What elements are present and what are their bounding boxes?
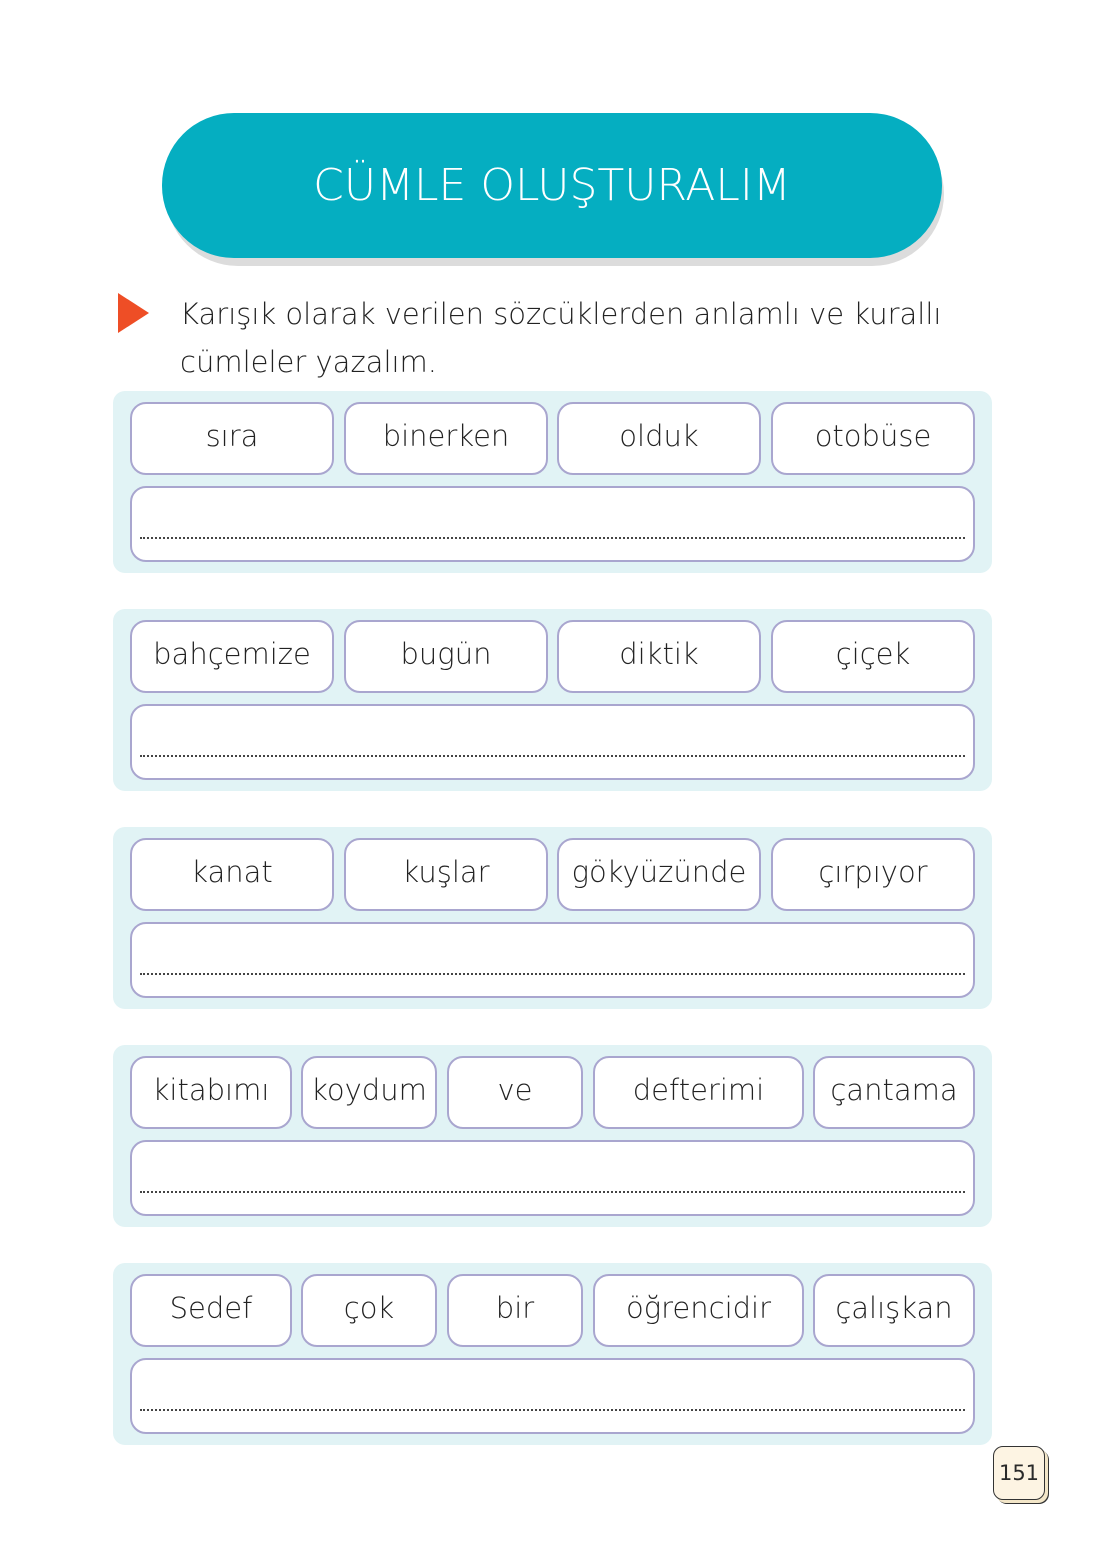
- word-card: kanat: [130, 838, 334, 911]
- word-card: kitabımı: [130, 1056, 292, 1129]
- word-card: gökyüzünde: [557, 838, 761, 911]
- play-arrow-icon: [118, 293, 149, 333]
- word-card: bugün: [344, 620, 548, 693]
- word-card: olduk: [557, 402, 761, 475]
- word-card: bahçemize: [130, 620, 334, 693]
- answer-field[interactable]: [130, 1358, 975, 1434]
- word-card: kuşlar: [344, 838, 548, 911]
- answer-field[interactable]: [130, 486, 975, 562]
- word-card: çalışkan: [813, 1274, 975, 1347]
- dotted-line: [140, 973, 965, 975]
- word-card: diktik: [557, 620, 761, 693]
- exercise-group: [113, 609, 992, 791]
- dotted-line: [140, 1409, 965, 1411]
- word-card: koydum: [301, 1056, 437, 1129]
- word-card: çiçek: [771, 620, 975, 693]
- dotted-line: [140, 1191, 965, 1193]
- dotted-line: [140, 537, 965, 539]
- answer-field[interactable]: [130, 1140, 975, 1216]
- answer-field[interactable]: [130, 704, 975, 780]
- answer-field[interactable]: [130, 922, 975, 998]
- exercise-group: [113, 827, 992, 1009]
- word-card: çırpıyor: [771, 838, 975, 911]
- word-card: bir: [447, 1274, 583, 1347]
- word-card: Sedef: [130, 1274, 292, 1347]
- word-card: çok: [301, 1274, 437, 1347]
- word-card: sıra: [130, 402, 334, 475]
- title-banner: [162, 113, 942, 258]
- exercise-group: [113, 1263, 992, 1445]
- page-title: CÜMLE OLUŞTURALIM: [313, 160, 791, 211]
- page-number: 151: [993, 1446, 1045, 1500]
- exercise-group: [113, 1045, 992, 1227]
- dotted-line: [140, 755, 965, 757]
- word-card: öğrencidir: [593, 1274, 804, 1347]
- exercise-group: [113, 391, 992, 573]
- word-card: ve: [447, 1056, 583, 1129]
- word-card: otobüse: [771, 402, 975, 475]
- word-card: defterimi: [593, 1056, 804, 1129]
- word-card: binerken: [344, 402, 548, 475]
- instruction-text: Karışık olarak verilen sözcüklerden anlamlı ve kurallı cümleler yazalım.: [180, 297, 942, 379]
- word-card: çantama: [813, 1056, 975, 1129]
